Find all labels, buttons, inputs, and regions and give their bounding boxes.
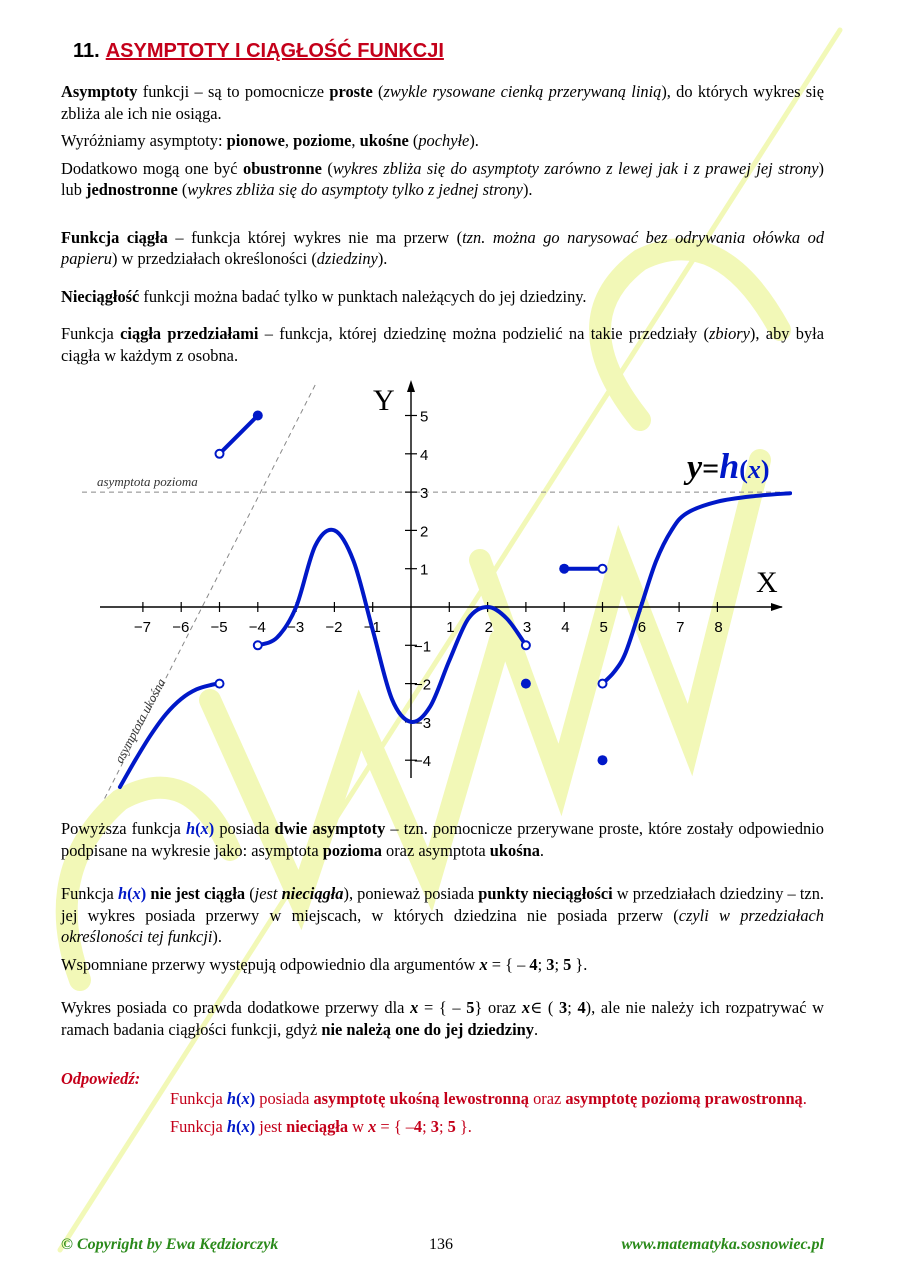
x-axis-label: X [756, 566, 778, 599]
y-tick-label: −1 [414, 638, 432, 656]
function-title-part: ) [760, 455, 770, 484]
paragraph-types: Wyróżniamy asymptoty: pionowe, poziome, ukośne (pochyłe). [61, 131, 479, 150]
paragraph-domain-gaps: Wykres posiada co prawda dodatkowe przerwy dla x = { – 5} oraz x∈ ( 3; 4), ale nie należy ich rozpatrywać w ramach badania ciągłości funkcji, gdyż nie należą one do jej dziedziny. [61, 998, 824, 1039]
x-tick-label: −5 [210, 619, 228, 636]
x-tick-label: −6 [172, 619, 190, 636]
y-tick-label: −4 [414, 753, 432, 771]
x-tick-label: 1 [446, 619, 455, 636]
section-heading [73, 40, 824, 63]
closed-endpoint [559, 564, 569, 574]
open-endpoint [216, 450, 224, 458]
function-title [683, 446, 770, 486]
x-axis-arrow [771, 603, 783, 611]
footer-website: www.matematyka.sosnowiec.pl [621, 1236, 824, 1253]
isolated-point [521, 679, 531, 689]
function-title-part: y [687, 449, 703, 486]
answer-line-2: Funkcja h(x) jest nieciągła w x = { –4; 3; 5 }. [170, 1116, 472, 1136]
answer-line-1: Funkcja h(x) posiada asymptotę ukośną lewostronną oraz asymptotę poziomą prawostronną. [170, 1089, 807, 1108]
x-tick-label: 6 [637, 619, 647, 636]
curve-segment-top [220, 416, 258, 454]
x-tick-label: 5 [599, 619, 608, 636]
open-endpoint [254, 641, 262, 649]
paragraph-two-asymptotes: Powyższa funkcja h(x) posiada dwie asymptoty – tzn. pomocnicze przerywane proste, które zostały odpowiednio podpisane na wykresie jako: asymptota pozioma oraz asymptota ukośna. [61, 819, 824, 860]
y-axis-label: Y [373, 384, 395, 417]
open-endpoint [599, 680, 607, 688]
paragraph-asymptoty: Asymptoty funkcji – są to pomocnicze proste (zwykle rysowane cienką przerywaną linią), do których wykres się zbliża ale ich nie osiąga. [61, 82, 824, 123]
open-endpoint [522, 641, 530, 649]
open-endpoint [599, 565, 607, 573]
x-tick-label: 3 [522, 619, 532, 636]
page-content [61, 40, 824, 366]
y-tick-label: −3 [414, 714, 432, 732]
paragraph-continuous: Funkcja ciągła – funkcja której wykres nie ma przerw (tzn. można go narysować bez odrywania ołówka od papieru) w przedziałach określoności (dziedziny). [61, 227, 825, 268]
y-axis-arrow [407, 380, 415, 392]
answer-label: Odpowiedź: [61, 1069, 141, 1088]
y-tick-label: 5 [420, 408, 429, 426]
x-tick-label: −7 [133, 619, 152, 636]
function-title-part: h [719, 446, 740, 486]
x-tick-label: −3 [287, 619, 305, 636]
function-title-part: = [702, 452, 720, 485]
y-tick-label: 4 [420, 446, 429, 464]
page-content-lower [61, 818, 824, 1040]
x-tick-label: 8 [714, 619, 723, 636]
y-tick-label: 1 [420, 561, 429, 579]
paragraph-piecewise: Funkcja ciągła przedziałami – funkcja, której dziedzinę można podzielić na takie przedziały (zbiory), aby była ciągła w każdym z osobna. [61, 324, 825, 365]
closed-endpoint [253, 411, 263, 421]
function-graph [82, 378, 792, 808]
paragraph-break-points: Wspomniane przerwy występują odpowiednio dla argumentów x = { – 4; 3; 5 }. [61, 954, 588, 974]
x-tick-label: −4 [248, 619, 266, 636]
y-tick-label: −2 [414, 676, 432, 694]
footer-copyright: © Copyright by Ewa Kędziorczyk [61, 1236, 279, 1253]
y-tick-label: 2 [420, 523, 429, 541]
x-tick-label: −2 [325, 619, 343, 636]
paragraph-not-continuous: Funkcja h(x) nie jest ciągła (jest nieciągła), ponieważ posiada punkty nieciągłości w przedziałach dziedziny – tzn. jej wykres posiada przerwy w miejscach, w których dziedzina nie posiada przerw (czyli w przedziałach określoności tej funkcji). [61, 884, 824, 946]
x-tick-label: 2 [484, 619, 493, 636]
section-number: 11. [73, 40, 100, 62]
oblique-asymptote-label: asymptota ukośna [111, 675, 169, 766]
footer-page-number: 136 [429, 1236, 453, 1253]
paragraph-sides: Dodatkowo mogą one być obustronne (wykres zbliża się do asymptoty zarówno z lewej jak i z prawej jej strony) lub jednostronne (wykres zbliża się do asymptoty tylko z jednej strony). [61, 158, 824, 199]
function-title-part: ( [739, 455, 748, 484]
paragraph-discontinuity: Nieciągłość funkcji można badać tylko w punktach należących do jej dziedziny. [61, 286, 587, 306]
function-title-part: x [747, 455, 761, 484]
x-tick-label: 7 [676, 619, 685, 636]
page-footer [61, 1236, 824, 1258]
isolated-point [598, 755, 608, 765]
x-tick-label: −1 [363, 619, 381, 636]
x-tick-label: 4 [561, 619, 570, 636]
horizontal-asymptote-label: asymptota pozioma [97, 474, 198, 490]
answer-block [170, 1088, 824, 1137]
section-title: ASYMPTOTY I CIĄGŁOŚĆ FUNKCJI [105, 40, 444, 62]
y-tick-label: 3 [420, 485, 429, 503]
open-endpoint [216, 680, 224, 688]
